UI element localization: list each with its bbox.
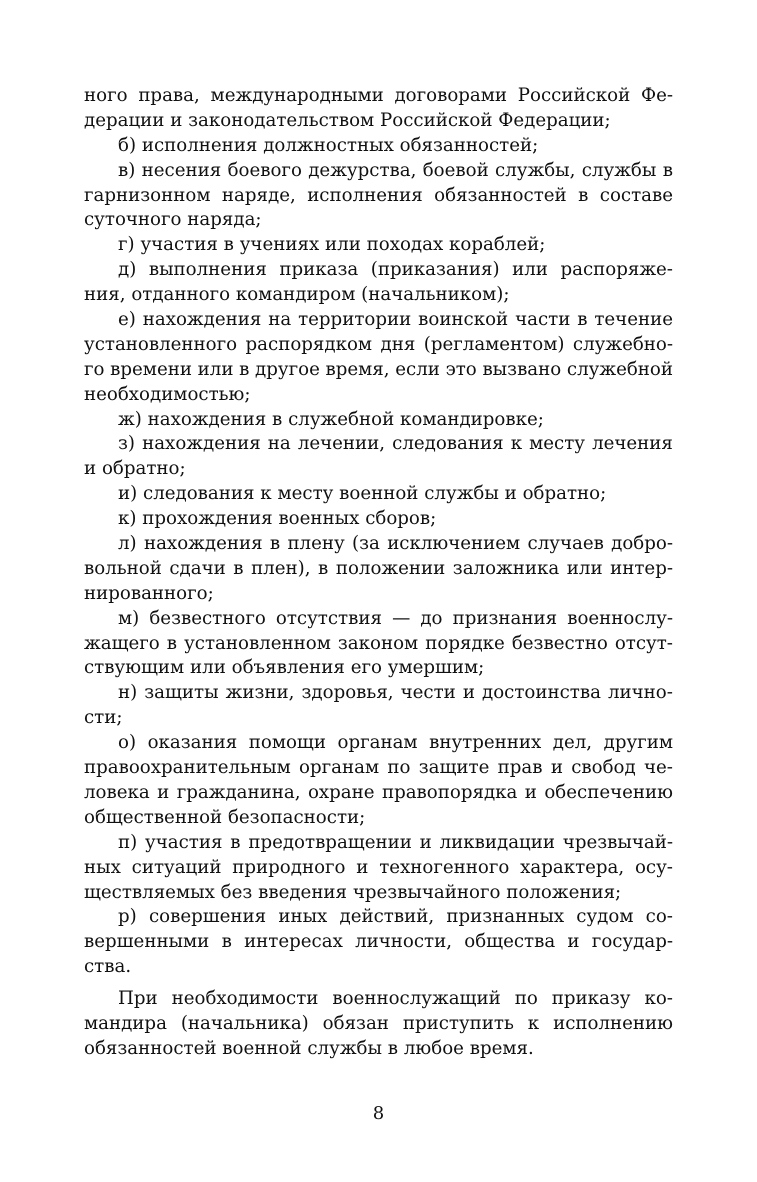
word: и — [550, 757, 563, 779]
word: прав — [497, 757, 543, 779]
word: ловека — [84, 781, 150, 803]
word: командировке; — [400, 408, 544, 430]
word: без — [220, 881, 253, 903]
word: нахождения — [142, 309, 262, 331]
word: порядке — [425, 632, 505, 654]
word: в — [272, 408, 283, 430]
word: по — [514, 988, 538, 1010]
word: гражданина, — [176, 781, 301, 803]
word: сдачи — [169, 557, 226, 579]
word: Федерации; — [498, 109, 611, 131]
word: и) — [118, 483, 138, 505]
word: случаев — [527, 533, 604, 555]
text-line — [84, 756, 673, 781]
word: наряде, — [221, 184, 296, 206]
word: жизни, — [225, 682, 295, 704]
word: международными — [210, 85, 384, 106]
word: р) — [118, 906, 137, 928]
word: в — [318, 557, 329, 579]
word: нахождения — [147, 408, 267, 430]
word: воинской — [418, 309, 509, 331]
word: лечении, — [297, 433, 386, 455]
word: мандира — [84, 1012, 167, 1034]
word: кораблей; — [449, 234, 546, 256]
word: дел, — [552, 732, 593, 754]
word: со- — [645, 906, 673, 928]
word: плен), — [251, 557, 311, 579]
word: прохождения — [142, 508, 273, 530]
word: течение — [594, 309, 673, 331]
word: ликвидации — [439, 831, 555, 853]
word: п) — [118, 831, 138, 853]
word: осу- — [634, 856, 673, 878]
text-line — [84, 632, 673, 657]
text-line — [84, 731, 673, 756]
word: в — [269, 533, 281, 555]
paragraph — [84, 905, 673, 980]
word: наряда; — [187, 209, 262, 231]
word: чрезвычайного — [352, 881, 501, 903]
word: техногенного — [379, 856, 510, 878]
text-line — [84, 681, 673, 706]
paragraph — [84, 408, 673, 433]
word: вершенными — [84, 931, 210, 953]
word: несения — [141, 159, 222, 181]
word: обязанностей — [84, 1037, 217, 1059]
word: обязан — [322, 1012, 389, 1034]
word: общественной — [84, 806, 223, 828]
word: чести — [400, 682, 456, 704]
word: положения; — [506, 881, 622, 903]
word: в — [233, 557, 244, 579]
paragraph — [84, 258, 673, 308]
word: м) — [118, 607, 140, 629]
word: свобод — [571, 757, 636, 779]
word: положении — [335, 557, 446, 579]
word: характера, — [520, 856, 625, 878]
word: обязанностей; — [399, 134, 539, 156]
word: признанных — [446, 906, 565, 928]
text-line — [84, 283, 673, 308]
word: природного — [232, 856, 346, 878]
word: ния, — [84, 284, 126, 306]
word: в — [387, 1037, 399, 1059]
word: права, — [138, 85, 200, 106]
word: (регламентом) — [423, 333, 565, 355]
word: лечения — [592, 433, 673, 455]
word: признания — [452, 607, 558, 629]
text-line — [84, 1037, 673, 1062]
text-line — [84, 408, 673, 433]
text-line — [84, 806, 673, 831]
word: к — [527, 1012, 540, 1034]
word: достоинства — [482, 682, 601, 704]
word: е) — [118, 309, 136, 331]
word: или — [512, 259, 548, 281]
word: добро- — [611, 533, 673, 555]
word: или — [197, 358, 234, 380]
text-line — [84, 930, 673, 955]
word: учениях — [239, 234, 320, 256]
word: и — [567, 931, 580, 953]
word: службы, — [495, 159, 576, 181]
text-line — [84, 856, 673, 881]
word: на — [267, 433, 291, 455]
word: и — [504, 483, 517, 505]
word: безвестного — [149, 607, 266, 629]
word: отсут- — [614, 632, 673, 654]
word: защите — [418, 757, 490, 779]
word: о) — [118, 732, 137, 754]
word: к — [260, 483, 272, 505]
word: установленном — [184, 632, 331, 654]
word: законодательством — [188, 109, 375, 131]
word: ствующим — [84, 657, 185, 679]
word: обратно; — [101, 458, 186, 480]
paragraph — [84, 159, 673, 234]
paragraph — [84, 731, 673, 831]
word: личности, — [355, 931, 453, 953]
word: распоряже- — [560, 259, 673, 281]
word: нахождения — [142, 433, 261, 455]
text-line — [84, 557, 673, 582]
word: или — [566, 557, 603, 579]
paragraph — [84, 607, 673, 682]
word: необходимостью; — [84, 383, 251, 405]
word: безопасности; — [227, 806, 366, 828]
word: сборов; — [365, 508, 437, 530]
word: на — [268, 309, 292, 331]
word: заложника — [452, 557, 560, 579]
text-line — [84, 308, 673, 333]
text-line — [84, 358, 673, 383]
word: ществляемых — [84, 881, 215, 903]
word: время, — [325, 358, 390, 380]
word: в — [166, 632, 178, 654]
word: служебной — [288, 408, 395, 430]
word: установленного — [84, 333, 238, 355]
word: правопорядка — [381, 781, 518, 803]
word: — — [392, 607, 411, 629]
word: приказа — [279, 259, 359, 281]
word: договорами — [394, 85, 508, 106]
word: помощи — [248, 732, 326, 754]
paragraph — [84, 532, 673, 607]
word: службы — [307, 1037, 382, 1059]
word: исполнения — [141, 134, 258, 156]
word: составе — [599, 184, 673, 206]
paragraph — [84, 482, 673, 507]
word: (за — [352, 533, 380, 555]
word: другим — [603, 732, 673, 754]
word: месту — [277, 483, 334, 505]
word: з) — [118, 433, 136, 455]
word: ж) — [118, 408, 142, 430]
word: нированного; — [84, 582, 214, 604]
word: законом — [337, 632, 419, 654]
word: в — [577, 309, 588, 331]
word: органам — [337, 732, 418, 754]
word: вольной — [84, 557, 162, 579]
word: это — [445, 358, 477, 380]
word: ко- — [644, 988, 673, 1010]
word: походах — [366, 234, 444, 256]
text-line — [84, 706, 673, 731]
word: ных — [84, 856, 121, 878]
word: службы — [424, 483, 499, 505]
word: военных — [278, 508, 360, 530]
word: и — [84, 458, 97, 480]
word: жащего — [84, 632, 160, 654]
text-line — [84, 457, 673, 482]
word: любое — [403, 1037, 464, 1059]
word: в) — [118, 159, 136, 181]
text-line — [84, 1012, 673, 1037]
word: военнослужащий — [332, 988, 501, 1010]
word: б) — [118, 134, 137, 156]
word: гарнизонном — [84, 184, 211, 206]
word: государ- — [591, 931, 673, 953]
text-line — [84, 656, 673, 681]
word: общества — [464, 931, 556, 953]
word: следования — [392, 433, 504, 455]
text-line — [84, 955, 673, 980]
word: Фе- — [640, 85, 673, 106]
word: введения — [258, 881, 348, 903]
word: в — [221, 931, 232, 953]
word: служебно- — [572, 333, 673, 355]
word: участия — [140, 234, 218, 256]
word: исполнению — [553, 1012, 673, 1034]
text-line — [84, 258, 673, 283]
word: предотвращении — [248, 831, 412, 853]
paragraph — [84, 507, 673, 532]
word: и — [419, 831, 432, 853]
text-line — [84, 233, 673, 258]
paragraph — [84, 432, 673, 482]
word: (приказания) — [370, 259, 500, 281]
word: н) — [118, 682, 138, 704]
text-line — [84, 607, 673, 632]
word: д) — [118, 259, 137, 281]
word: исключением — [387, 533, 521, 555]
word: отсутствия — [275, 607, 382, 629]
paragraph — [84, 987, 673, 1062]
word: участия — [145, 831, 223, 853]
word: л) — [118, 533, 137, 555]
word: службы — [581, 159, 657, 181]
word: объявления — [231, 657, 345, 679]
word: время. — [469, 1037, 534, 1059]
text-line — [84, 905, 673, 930]
word: другое — [255, 358, 320, 380]
word: и — [157, 781, 170, 803]
word: отданного — [131, 284, 231, 306]
text-line — [84, 184, 673, 209]
word: выполнения — [148, 259, 267, 281]
word: до — [420, 607, 443, 629]
paragraph-gap — [84, 980, 673, 987]
word: При — [118, 988, 158, 1010]
text-line — [84, 432, 673, 457]
word: обратно; — [522, 483, 607, 505]
word: в — [239, 358, 250, 380]
word: (начальником); — [361, 284, 510, 306]
text-line — [84, 208, 673, 233]
text-line — [84, 781, 673, 806]
word: и — [356, 856, 369, 878]
word: вызвано — [482, 358, 562, 380]
text-line — [84, 987, 673, 1012]
word: или — [325, 234, 361, 256]
word: охране — [307, 781, 375, 803]
word: следования — [143, 483, 255, 505]
word: судом — [576, 906, 634, 928]
paragraph — [84, 308, 673, 408]
word: территории — [298, 309, 412, 331]
word: г) — [118, 234, 135, 256]
word: ного — [84, 85, 128, 106]
word: к — [510, 433, 523, 455]
word: и — [462, 682, 475, 704]
paragraph — [84, 681, 673, 731]
text-line — [84, 881, 673, 906]
word: его — [350, 657, 382, 679]
word: ситуаций — [131, 856, 222, 878]
word: служебной — [566, 358, 673, 380]
text-line — [84, 507, 673, 532]
text-line — [84, 532, 673, 557]
text-line — [84, 482, 673, 507]
text-line — [84, 582, 673, 607]
word: чрезвычай- — [562, 831, 673, 853]
word: части — [515, 309, 571, 331]
word: защиты — [144, 682, 219, 704]
page-number: 8 — [372, 1103, 385, 1124]
word: приказу — [551, 988, 631, 1010]
word: и — [524, 781, 537, 803]
word: безвестно — [511, 632, 608, 654]
word: умершим; — [387, 657, 485, 679]
word: обеспечению — [544, 781, 673, 803]
word: действий, — [339, 906, 435, 928]
word: приступить — [402, 1012, 514, 1034]
word: дня — [380, 333, 416, 355]
word: к) — [118, 508, 137, 530]
word: Российской — [517, 85, 631, 106]
word: исполнения — [307, 184, 423, 206]
word: совершения — [148, 906, 267, 928]
word: командиром — [235, 284, 356, 306]
word: суточного — [84, 209, 182, 231]
paragraph — [84, 134, 673, 159]
word: месту — [529, 433, 585, 455]
word: распорядком — [245, 333, 373, 355]
word: обязанностей — [434, 184, 567, 206]
word: в — [230, 831, 241, 853]
word: сти; — [84, 707, 123, 729]
word: в — [578, 184, 589, 206]
text-line — [84, 159, 673, 184]
word: здоровья, — [301, 682, 394, 704]
word: интер- — [610, 557, 673, 579]
word: в — [223, 234, 234, 256]
word: боевой — [422, 159, 489, 181]
word: лично- — [607, 682, 673, 704]
word: плену — [287, 533, 345, 555]
word: правоохранительным — [84, 757, 291, 779]
word: необходимости — [171, 988, 319, 1010]
word: (начальника) — [180, 1012, 309, 1034]
word: дерации — [84, 109, 165, 131]
word: военнослу- — [567, 607, 673, 629]
word: в — [662, 159, 673, 181]
word: интересах — [244, 931, 343, 953]
text-line — [84, 109, 673, 134]
word: военной — [222, 1037, 302, 1059]
word: органам — [299, 757, 380, 779]
word: ства. — [84, 956, 132, 978]
word: оказания — [147, 732, 238, 754]
word: времени — [110, 358, 192, 380]
paragraph — [84, 233, 673, 258]
word: должностных — [263, 134, 394, 156]
word: Российской — [380, 109, 493, 131]
word: военной — [339, 483, 419, 505]
paragraph — [84, 831, 673, 906]
word: го — [84, 358, 105, 380]
paragraph — [84, 84, 673, 134]
text-line — [84, 134, 673, 159]
word: нахождения — [143, 533, 263, 555]
word: или — [190, 657, 226, 679]
word: по — [387, 757, 411, 779]
text-line — [84, 383, 673, 408]
word: че- — [643, 757, 673, 779]
word: боевого — [227, 159, 302, 181]
word: иных — [278, 906, 328, 928]
word: дежурства, — [308, 159, 417, 181]
word: и — [170, 109, 183, 131]
document-body — [84, 84, 673, 1062]
text-line — [84, 84, 673, 109]
word: если — [395, 358, 440, 380]
word: внутренних — [429, 732, 542, 754]
text-line — [84, 831, 673, 856]
text-line — [84, 333, 673, 358]
